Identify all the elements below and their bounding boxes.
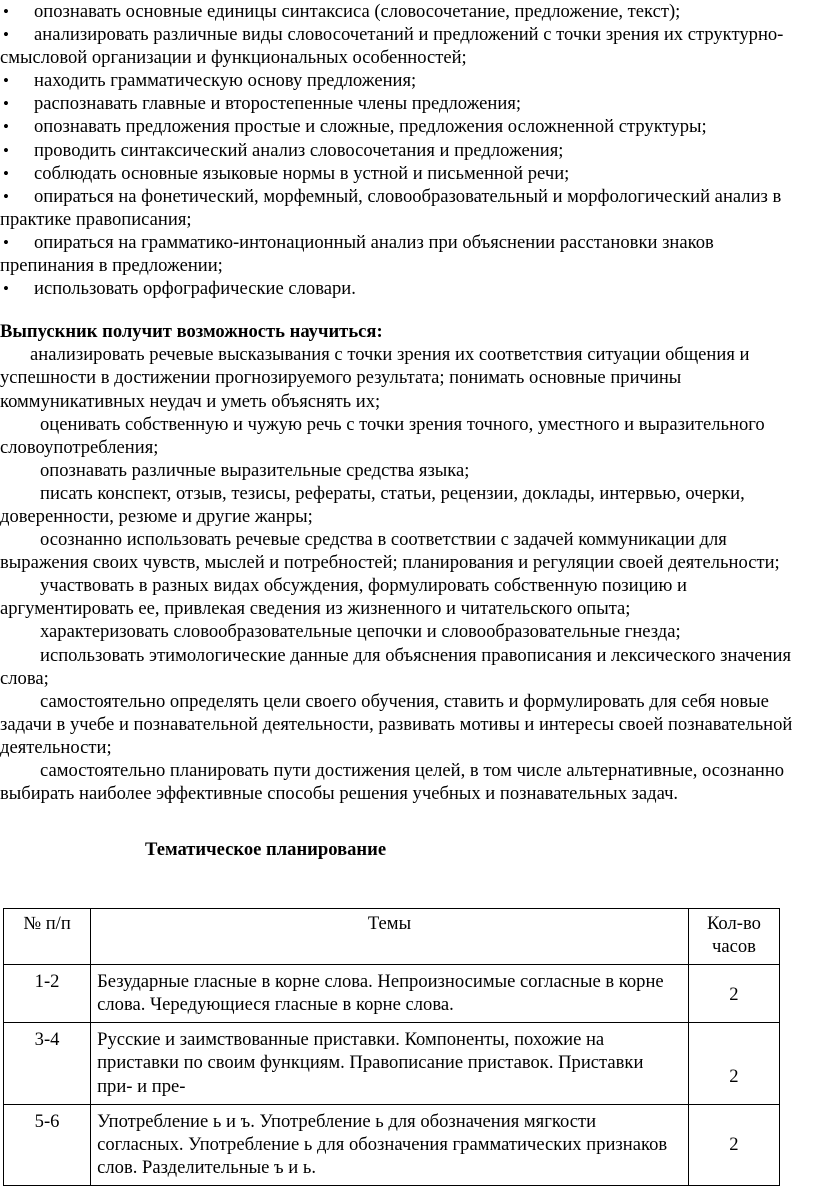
table-row: [4, 965, 780, 1023]
paragraph: опознавать различные выразительные средства языка;: [40, 459, 470, 481]
paragraph: самостоятельно планировать пути достижения целей, в том числе альтернативные, осознанно выбирать наиболее эффективные способы решения учебных и познавательных задач.: [0, 760, 785, 805]
header-hours: Кол-во часов: [688, 909, 779, 965]
row-num: 3-4: [4, 1023, 91, 1104]
plan-table: [3, 908, 780, 1186]
paragraph: характеризовать словообразовательные цепочки и словообразовательные гнезда;: [40, 621, 681, 643]
paragraph: самостоятельно определять цели своего обучения, ставить и формулировать для себя новые задачи в учебе и познавательной деятельности, развивать мотивы и интересы своей познавательной деятельности;: [0, 690, 793, 758]
list-item: • проводить синтаксический анализ словосочетания и предложения;: [0, 139, 812, 162]
paragraph: использовать этимологические данные для объяснения правописания и лексического значения слова;: [0, 644, 792, 689]
row-num: 1-2: [4, 965, 91, 1023]
list-item: • соблюдать основные языковые нормы в устной и письменной речи;: [0, 162, 812, 185]
list-item: • опираться на грамматико-интонационный анализ при объяснении расстановки знаков препинания в предложении;: [0, 231, 812, 277]
list-item: • использовать орфографические словари.: [0, 277, 812, 300]
header-topic: Темы: [91, 909, 689, 965]
row-num: 5-6: [4, 1104, 91, 1185]
paragraph: участвовать в разных видах обсуждения, формулировать собственную позицию и аргументировать ее, привлекая сведения из жизненного и читательского опыта;: [0, 575, 687, 620]
list-item: • опознавать основные единицы синтаксиса (словосочетание, предложение, текст);: [0, 0, 812, 23]
paragraph: оценивать собственную и чужую речь с точки зрения точного, уместного и выразительного словоупотребления;: [0, 413, 765, 458]
paragraph: анализировать речевые высказывания с точки зрения их соответствия ситуации общения и успешности в достижении прогнозируемого результата; понимать основные причины коммуникативных неудач и уметь объяснять их;: [0, 344, 750, 412]
row-topic: Безударные гласные в корне слова. Непроизносимые согласные в корне слова. Чередующиеся гласные в корне слова.: [91, 965, 689, 1023]
header-num: № п/п: [4, 909, 91, 965]
abilities-list: [0, 0, 812, 300]
row-hours: 2: [688, 1104, 779, 1185]
opportunities-heading: Выпускник получит возможность научиться:: [0, 321, 383, 343]
row-hours: 2: [688, 1023, 779, 1104]
plan-title: Тематическое планирование: [145, 839, 387, 861]
table-header-row: [4, 909, 780, 965]
table-row: [4, 1023, 780, 1104]
row-hours: 2: [688, 965, 779, 1023]
list-item: • опознавать предложения простые и сложные, предложения осложненной структуры;: [0, 115, 812, 138]
list-item: • распознавать главные и второстепенные члены предложения;: [0, 92, 812, 115]
row-topic: Употребление ь и ъ. Употребление ь для обозначения мягкости согласных. Употребление ь для обозначения грамматических признаков слов. Разделительные ъ и ь.: [91, 1104, 689, 1185]
list-item: • находить грамматическую основу предложения;: [0, 69, 812, 92]
row-topic: Русские и заимствованные приставки. Компоненты, похожие на приставки по своим функциям. Правописание приставок. Приставки при- и пре-: [91, 1023, 689, 1104]
list-item: • опираться на фонетический, морфемный, словообразовательный и морфологический анализ в практике правописания;: [0, 185, 812, 231]
table-row: [4, 1104, 780, 1185]
paragraph: осознанно использовать речевые средства в соответствии с задачей коммуникации для выражения своих чувств, мыслей и потребностей; планирования и регуляции своей деятельности;: [0, 529, 780, 574]
list-item: • анализировать различные виды словосочетаний и предложений с точки зрения их структурно-смысловой организации и функциональных особенностей;: [0, 23, 812, 69]
paragraph: писать конспект, отзыв, тезисы, рефераты, статьи, рецензии, доклады, интервью, очерки, доверенности, резюме и другие жанры;: [0, 482, 745, 527]
